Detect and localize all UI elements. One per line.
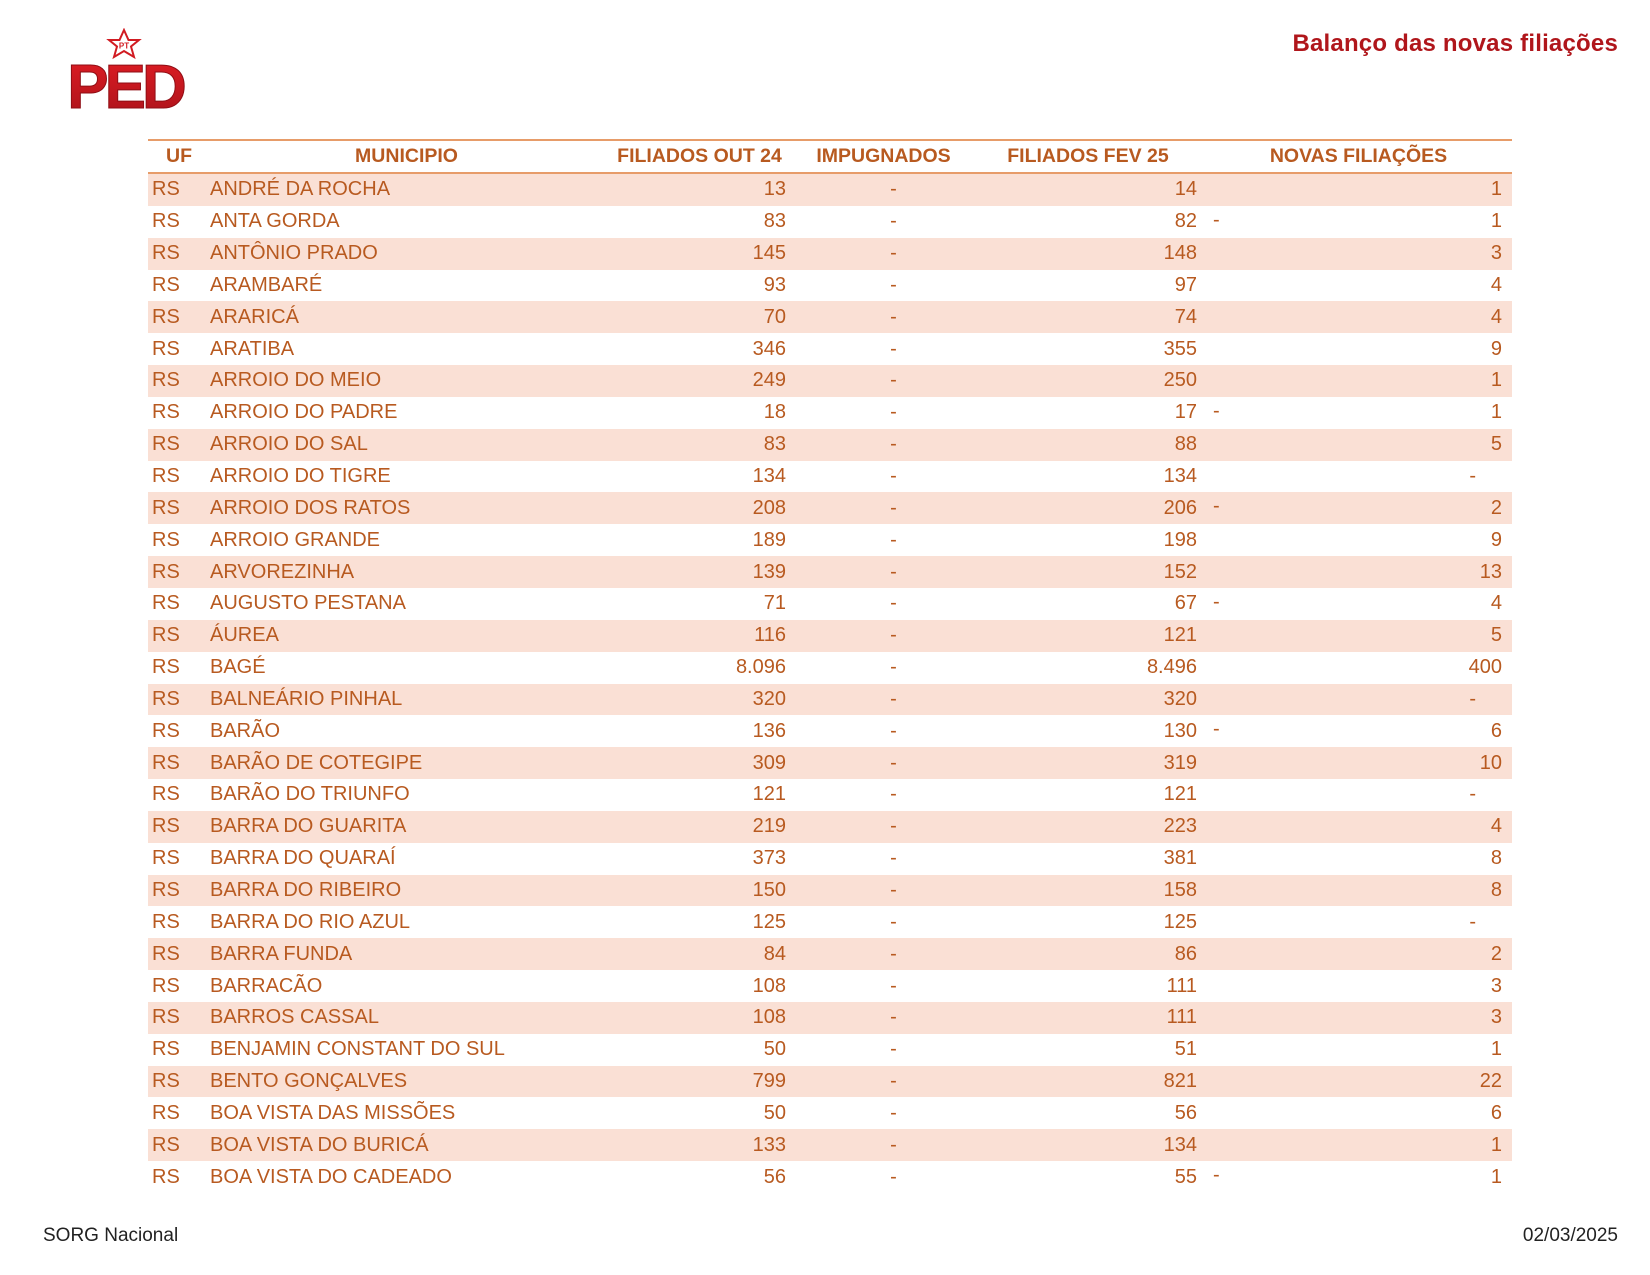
cell-filiados-out24: 150 <box>603 875 796 907</box>
novas-value: 8 <box>1490 878 1502 901</box>
cell-filiados-out24: 56 <box>763 1165 786 1188</box>
table-row <box>148 1097 1512 1129</box>
novas-value: 6 <box>1490 719 1502 742</box>
cell-filiados-fev25: 56 <box>1174 1101 1197 1124</box>
cell-filiados-fev25: 319 <box>971 747 1205 779</box>
cell-municipio: ARROIO DO PADRE <box>210 401 398 424</box>
cell-novas-filiacoes <box>1205 970 1512 1002</box>
table-row <box>148 429 1512 461</box>
novas-value: - <box>1469 687 1476 710</box>
cell-filiados-fev25: 111 <box>1166 974 1197 997</box>
cell-impugnados: - <box>890 1165 897 1188</box>
cell-novas-filiacoes <box>1205 461 1512 493</box>
cell-novas-filiacoes <box>1205 429 1512 461</box>
cell-filiados-out24: 50 <box>763 1101 786 1124</box>
cell-uf: RS <box>152 974 180 997</box>
cell-uf: RS <box>148 1066 210 1098</box>
cell-municipio: BENJAMIN CONSTANT DO SUL <box>210 1038 505 1061</box>
cell-uf: RS <box>152 910 180 933</box>
cell-filiados-fev25: 158 <box>971 875 1205 907</box>
cell-novas-filiacoes <box>1205 779 1512 811</box>
table-row <box>148 620 1512 652</box>
novas-value: 400 <box>1468 656 1502 679</box>
cell-uf: RS <box>152 465 180 488</box>
cell-filiados-out24: 116 <box>603 620 796 652</box>
table-row <box>148 397 1512 429</box>
cell-novas-filiacoes <box>1205 906 1512 938</box>
cell-filiados-out24: 84 <box>603 938 796 970</box>
cell-uf: RS <box>152 401 180 424</box>
cell-municipio: ÁUREA <box>210 620 603 652</box>
novas-value: 4 <box>1490 305 1502 328</box>
cell-novas-filiacoes <box>1205 397 1512 429</box>
cell-novas-filiacoes <box>1205 301 1512 333</box>
cell-uf: RS <box>152 592 180 615</box>
cell-municipio: BOA VISTA DO BURICÁ <box>210 1129 603 1161</box>
cell-novas-filiacoes <box>1205 173 1512 206</box>
negative-sign: - <box>1213 1164 1220 1187</box>
cell-uf: RS <box>152 847 180 870</box>
table-row <box>148 938 1512 970</box>
cell-municipio: ARROIO DO TIGRE <box>210 465 391 488</box>
cell-impugnados: - <box>890 210 897 233</box>
novas-value: 1 <box>1490 369 1502 392</box>
cell-impugnados: - <box>890 974 897 997</box>
col-uf: UF <box>148 140 210 173</box>
cell-impugnados: - <box>796 875 971 907</box>
novas-value: 4 <box>1490 592 1502 615</box>
cell-impugnados: - <box>796 1129 971 1161</box>
filiacoes-table <box>148 139 1512 1193</box>
cell-municipio: BAGÉ <box>210 656 266 679</box>
cell-novas-filiacoes <box>1205 492 1512 524</box>
cell-municipio: ARATIBA <box>210 337 295 360</box>
cell-novas-filiacoes <box>1205 843 1512 875</box>
cell-impugnados: - <box>796 747 971 779</box>
cell-novas-filiacoes <box>1205 1161 1512 1193</box>
cell-novas-filiacoes <box>1205 238 1512 270</box>
cell-novas-filiacoes <box>1205 270 1512 302</box>
cell-impugnados: - <box>796 684 971 716</box>
novas-value: 4 <box>1490 815 1502 838</box>
cell-impugnados: - <box>890 592 897 615</box>
logo-badge: PT <box>118 41 130 51</box>
cell-impugnados: - <box>796 811 971 843</box>
novas-value: 1 <box>1490 1165 1502 1188</box>
cell-uf: RS <box>152 273 180 296</box>
novas-value: 1 <box>1490 178 1502 201</box>
cell-impugnados: - <box>796 365 971 397</box>
col-impugnados: IMPUGNADOS <box>796 140 971 173</box>
footer-org: SORG Nacional <box>43 1225 179 1246</box>
novas-value: 5 <box>1490 433 1502 456</box>
cell-filiados-fev25: 86 <box>971 938 1205 970</box>
cell-uf: RS <box>148 684 210 716</box>
cell-filiados-out24: 71 <box>763 592 786 615</box>
cell-filiados-out24: 108 <box>603 1002 796 1034</box>
table-row <box>148 1034 1512 1066</box>
novas-value: 1 <box>1490 1038 1502 1061</box>
cell-filiados-out24: 208 <box>603 492 796 524</box>
cell-filiados-fev25: 148 <box>971 238 1205 270</box>
cell-filiados-out24: 189 <box>752 528 786 551</box>
cell-filiados-fev25: 121 <box>1163 783 1197 806</box>
novas-value: 9 <box>1490 337 1502 360</box>
cell-municipio: BARÃO DO TRIUNFO <box>210 783 410 806</box>
cell-filiados-fev25: 88 <box>971 429 1205 461</box>
cell-municipio: ANTÔNIO PRADO <box>210 238 603 270</box>
novas-value: 9 <box>1490 528 1502 551</box>
cell-municipio: ANDRÉ DA ROCHA <box>210 173 603 206</box>
novas-value: 1 <box>1490 1133 1502 1156</box>
logo-text: PED <box>67 53 183 118</box>
cell-municipio: BARRA DO RIBEIRO <box>210 875 603 907</box>
cell-novas-filiacoes <box>1205 938 1512 970</box>
negative-sign: - <box>1213 208 1220 231</box>
table-row <box>148 715 1512 747</box>
cell-filiados-fev25: 821 <box>971 1066 1205 1098</box>
cell-impugnados: - <box>796 238 971 270</box>
table-row <box>148 684 1512 716</box>
table-row <box>148 875 1512 907</box>
cell-filiados-fev25: 355 <box>1163 337 1197 360</box>
cell-novas-filiacoes <box>1205 715 1512 747</box>
cell-filiados-out24: 121 <box>752 783 786 806</box>
cell-filiados-fev25: 67 <box>1174 592 1197 615</box>
table-body <box>148 173 1512 1193</box>
cell-impugnados: - <box>796 301 971 333</box>
cell-impugnados: - <box>890 656 897 679</box>
cell-novas-filiacoes <box>1205 333 1512 365</box>
cell-filiados-fev25: 134 <box>971 1129 1205 1161</box>
cell-filiados-out24: 70 <box>603 301 796 333</box>
cell-municipio: BARRACÃO <box>210 974 323 997</box>
cell-filiados-out24: 133 <box>603 1129 796 1161</box>
cell-impugnados: - <box>890 910 897 933</box>
table-row <box>148 1129 1512 1161</box>
cell-filiados-fev25: 223 <box>971 811 1205 843</box>
cell-impugnados: - <box>796 1066 971 1098</box>
cell-filiados-out24: 93 <box>763 273 786 296</box>
cell-novas-filiacoes <box>1205 811 1512 843</box>
cell-filiados-fev25: 14 <box>971 173 1205 206</box>
cell-novas-filiacoes <box>1205 652 1512 684</box>
cell-uf: RS <box>148 620 210 652</box>
cell-filiados-out24: 108 <box>752 974 786 997</box>
novas-value: 3 <box>1490 242 1502 265</box>
cell-filiados-out24: 249 <box>603 365 796 397</box>
table-row <box>148 652 1512 684</box>
cell-impugnados: - <box>890 337 897 360</box>
cell-filiados-out24: 373 <box>752 847 786 870</box>
cell-filiados-fev25: 320 <box>971 684 1205 716</box>
cell-impugnados: - <box>796 173 971 206</box>
negative-sign: - <box>1213 495 1220 518</box>
table-row <box>148 173 1512 206</box>
novas-value: - <box>1469 910 1476 933</box>
cell-impugnados: - <box>796 429 971 461</box>
table-row <box>148 1066 1512 1098</box>
table-row <box>148 270 1512 302</box>
cell-municipio: ARVOREZINHA <box>210 556 603 588</box>
cell-filiados-fev25: 55 <box>1174 1165 1197 1188</box>
cell-filiados-out24: 145 <box>603 238 796 270</box>
cell-uf: RS <box>148 1002 210 1034</box>
cell-filiados-fev25: 130 <box>1163 719 1197 742</box>
cell-impugnados: - <box>890 1101 897 1124</box>
cell-novas-filiacoes <box>1205 206 1512 238</box>
cell-impugnados: - <box>796 1002 971 1034</box>
cell-uf: RS <box>148 938 210 970</box>
cell-impugnados: - <box>890 528 897 551</box>
cell-filiados-out24: 219 <box>603 811 796 843</box>
novas-value: 10 <box>1479 751 1502 774</box>
cell-uf: RS <box>152 1038 180 1061</box>
novas-value: - <box>1469 465 1476 488</box>
cell-municipio: BARRA FUNDA <box>210 938 603 970</box>
cell-novas-filiacoes <box>1205 1097 1512 1129</box>
cell-filiados-out24: 83 <box>763 210 786 233</box>
cell-uf: RS <box>152 656 180 679</box>
cell-novas-filiacoes <box>1205 875 1512 907</box>
footer-date: 02/03/2025 <box>1522 1225 1618 1246</box>
cell-novas-filiacoes <box>1205 1129 1512 1161</box>
cell-municipio: ARROIO DO MEIO <box>210 365 603 397</box>
cell-novas-filiacoes <box>1205 747 1512 779</box>
cell-filiados-out24: 13 <box>603 173 796 206</box>
table-row <box>148 461 1512 493</box>
cell-municipio: ARAMBARÉ <box>210 273 323 296</box>
novas-value: 4 <box>1490 273 1502 296</box>
cell-filiados-out24: 799 <box>603 1066 796 1098</box>
cell-impugnados: - <box>890 401 897 424</box>
cell-impugnados: - <box>890 847 897 870</box>
cell-filiados-out24: 139 <box>603 556 796 588</box>
cell-filiados-fev25: 134 <box>1163 465 1197 488</box>
cell-uf: RS <box>152 210 180 233</box>
table-row <box>148 747 1512 779</box>
cell-uf: RS <box>148 238 210 270</box>
cell-uf: RS <box>148 747 210 779</box>
cell-filiados-fev25: 206 <box>971 492 1205 524</box>
table-row <box>148 843 1512 875</box>
cell-filiados-out24: 136 <box>752 719 786 742</box>
cell-municipio: BARRA DO GUARITA <box>210 811 603 843</box>
table-row <box>148 238 1512 270</box>
table-header-row <box>148 140 1512 173</box>
novas-value: 3 <box>1490 974 1502 997</box>
cell-municipio: BARRA DO QUARAÍ <box>210 847 396 870</box>
cell-filiados-out24: 83 <box>603 429 796 461</box>
table-row <box>148 556 1512 588</box>
cell-uf: RS <box>152 528 180 551</box>
cell-uf: RS <box>152 1101 180 1124</box>
col-filiados-out24: FILIADOS OUT 24 <box>603 140 796 173</box>
novas-value: 2 <box>1490 942 1502 965</box>
cell-filiados-fev25: 97 <box>1174 273 1197 296</box>
col-novas-filiacoes: NOVAS FILIAÇÕES <box>1205 140 1512 173</box>
cell-novas-filiacoes <box>1205 1034 1512 1066</box>
cell-uf: RS <box>148 173 210 206</box>
cell-filiados-fev25: 250 <box>971 365 1205 397</box>
novas-value: 8 <box>1490 847 1502 870</box>
cell-municipio: BOA VISTA DO CADEADO <box>210 1165 452 1188</box>
cell-novas-filiacoes <box>1205 620 1512 652</box>
cell-uf: RS <box>152 1165 180 1188</box>
cell-filiados-fev25: 198 <box>1163 528 1197 551</box>
novas-value: 13 <box>1479 560 1502 583</box>
cell-municipio: ARROIO GRANDE <box>210 528 381 551</box>
table-row <box>148 1161 1512 1193</box>
cell-filiados-out24: 320 <box>603 684 796 716</box>
table-row <box>148 492 1512 524</box>
cell-impugnados: - <box>890 719 897 742</box>
cell-uf: RS <box>148 556 210 588</box>
novas-value: 6 <box>1490 1101 1502 1124</box>
cell-municipio: ANTA GORDA <box>210 210 340 233</box>
cell-uf: RS <box>148 365 210 397</box>
cell-impugnados: - <box>796 556 971 588</box>
cell-filiados-out24: 346 <box>752 337 786 360</box>
cell-filiados-out24: 134 <box>752 465 786 488</box>
cell-novas-filiacoes <box>1205 524 1512 556</box>
negative-sign: - <box>1213 399 1220 422</box>
cell-novas-filiacoes <box>1205 588 1512 620</box>
table-row <box>148 588 1512 620</box>
table-row <box>148 906 1512 938</box>
cell-municipio: BARÃO DE COTEGIPE <box>210 747 603 779</box>
cell-novas-filiacoes <box>1205 556 1512 588</box>
cell-filiados-fev25: 74 <box>971 301 1205 333</box>
cell-municipio: BARROS CASSAL <box>210 1002 603 1034</box>
novas-value: - <box>1469 783 1476 806</box>
cell-filiados-fev25: 125 <box>1163 910 1197 933</box>
cell-municipio: ARROIO DO SAL <box>210 429 603 461</box>
cell-filiados-out24: 309 <box>603 747 796 779</box>
cell-impugnados: - <box>890 273 897 296</box>
cell-municipio: BARÃO <box>210 719 281 742</box>
cell-novas-filiacoes <box>1205 365 1512 397</box>
cell-impugnados: - <box>796 492 971 524</box>
negative-sign: - <box>1213 590 1220 613</box>
cell-municipio: ARROIO DOS RATOS <box>210 492 603 524</box>
cell-filiados-out24: 18 <box>763 401 786 424</box>
cell-filiados-fev25: 381 <box>1163 847 1197 870</box>
table-row <box>148 365 1512 397</box>
cell-filiados-out24: 8.096 <box>735 656 786 679</box>
cell-filiados-fev25: 51 <box>1174 1038 1197 1061</box>
cell-municipio: BENTO GONÇALVES <box>210 1066 603 1098</box>
cell-filiados-fev25: 17 <box>1174 401 1197 424</box>
ped-logo <box>54 28 194 118</box>
cell-impugnados: - <box>890 1038 897 1061</box>
cell-impugnados: - <box>796 938 971 970</box>
cell-novas-filiacoes <box>1205 684 1512 716</box>
novas-value: 5 <box>1490 624 1502 647</box>
cell-filiados-fev25: 111 <box>971 1002 1205 1034</box>
cell-filiados-fev25: 8.496 <box>1146 656 1197 679</box>
novas-value: 2 <box>1490 496 1502 519</box>
table-row <box>148 206 1512 238</box>
col-filiados-fev25: FILIADOS FEV 25 <box>971 140 1205 173</box>
cell-uf: RS <box>148 811 210 843</box>
cell-municipio: BALNEÁRIO PINHAL <box>210 684 603 716</box>
cell-uf: RS <box>148 492 210 524</box>
page-title: Balanço das novas filiações <box>1292 30 1618 57</box>
table-row <box>148 1002 1512 1034</box>
table-row <box>148 333 1512 365</box>
col-municipio: MUNICIPIO <box>210 140 603 173</box>
cell-municipio: BOA VISTA DAS MISSÕES <box>210 1101 456 1124</box>
table-row <box>148 811 1512 843</box>
cell-uf: RS <box>152 337 180 360</box>
cell-uf: RS <box>148 301 210 333</box>
cell-uf: RS <box>152 783 180 806</box>
cell-impugnados: - <box>890 783 897 806</box>
cell-municipio: BARRA DO RIO AZUL <box>210 910 411 933</box>
cell-uf: RS <box>148 429 210 461</box>
cell-impugnados: - <box>796 620 971 652</box>
table-row <box>148 301 1512 333</box>
cell-novas-filiacoes <box>1205 1066 1512 1098</box>
cell-filiados-out24: 125 <box>752 910 786 933</box>
cell-filiados-fev25: 152 <box>971 556 1205 588</box>
cell-impugnados: - <box>890 465 897 488</box>
cell-filiados-fev25: 121 <box>971 620 1205 652</box>
cell-novas-filiacoes <box>1205 1002 1512 1034</box>
novas-value: 1 <box>1490 401 1502 424</box>
cell-municipio: AUGUSTO PESTANA <box>210 592 406 615</box>
novas-value: 3 <box>1490 1006 1502 1029</box>
cell-uf: RS <box>148 875 210 907</box>
cell-filiados-fev25: 82 <box>1174 210 1197 233</box>
cell-filiados-out24: 50 <box>763 1038 786 1061</box>
table-row <box>148 779 1512 811</box>
novas-value: 1 <box>1490 210 1502 233</box>
cell-uf: RS <box>148 1129 210 1161</box>
table-row <box>148 970 1512 1002</box>
cell-uf: RS <box>152 719 180 742</box>
novas-value: 22 <box>1479 1070 1502 1093</box>
negative-sign: - <box>1213 718 1220 741</box>
table-row <box>148 524 1512 556</box>
cell-municipio: ARARICÁ <box>210 301 603 333</box>
